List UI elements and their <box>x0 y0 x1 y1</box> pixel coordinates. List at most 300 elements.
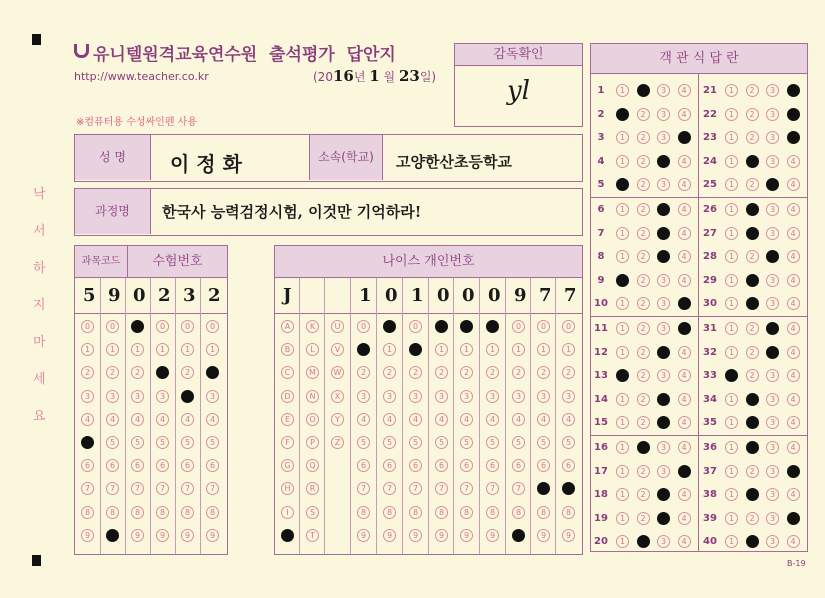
answer-bubble[interactable]: 2 <box>637 250 650 263</box>
answer-bubble[interactable]: 1 <box>725 512 738 525</box>
answer-bubble[interactable]: 1 <box>616 250 629 263</box>
answer-bubble[interactable]: 4 <box>678 155 691 168</box>
neis-digit-bubble[interactable]: 7 <box>357 482 370 495</box>
neis-digit-bubble[interactable]: 8 <box>409 506 422 519</box>
exam-number-bubble[interactable]: 5 <box>181 436 194 449</box>
answer-bubble[interactable]: 1 <box>725 535 738 548</box>
neis-digit-bubble[interactable]: 1 <box>409 343 422 356</box>
answer-bubble[interactable]: 4 <box>787 84 800 97</box>
exam-number-bubble[interactable]: 2 <box>106 366 119 379</box>
neis-digit-bubble[interactable]: 2 <box>486 366 499 379</box>
answer-bubble[interactable]: 2 <box>746 465 759 478</box>
neis-digit-bubble[interactable]: 0 <box>357 320 370 333</box>
answer-bubble[interactable]: 2 <box>746 84 759 97</box>
exam-number-bubble[interactable]: 9 <box>156 529 169 542</box>
exam-number-bubble[interactable]: 0 <box>106 320 119 333</box>
neis-digit-bubble[interactable]: 3 <box>562 390 575 403</box>
answer-bubble[interactable]: 3 <box>766 297 779 310</box>
neis-digit-bubble[interactable]: 5 <box>460 436 473 449</box>
answer-bubble[interactable]: 3 <box>766 178 779 191</box>
answer-bubble[interactable]: 2 <box>637 274 650 287</box>
answer-bubble[interactable]: 2 <box>637 131 650 144</box>
answer-bubble[interactable]: 4 <box>787 131 800 144</box>
answer-bubble[interactable]: 4 <box>787 178 800 191</box>
answer-bubble[interactable]: 2 <box>637 227 650 240</box>
neis-digit-bubble[interactable]: 4 <box>435 413 448 426</box>
neis-digit-bubble[interactable]: 4 <box>460 413 473 426</box>
answer-bubble[interactable]: 1 <box>725 393 738 406</box>
neis-digit-bubble[interactable]: 1 <box>357 343 370 356</box>
answer-bubble[interactable]: 4 <box>678 297 691 310</box>
answer-bubble[interactable]: 3 <box>766 322 779 335</box>
exam-number-bubble[interactable]: 4 <box>131 413 144 426</box>
answer-bubble[interactable]: 4 <box>787 155 800 168</box>
neis-letter-bubble[interactable]: P <box>306 436 319 449</box>
exam-number-bubble[interactable]: 6 <box>131 459 144 472</box>
neis-digit-bubble[interactable]: 4 <box>537 413 550 426</box>
answer-bubble[interactable]: 3 <box>766 346 779 359</box>
answer-bubble[interactable]: 4 <box>678 393 691 406</box>
answer-bubble[interactable]: 1 <box>725 488 738 501</box>
neis-digit-bubble[interactable]: 2 <box>460 366 473 379</box>
answer-bubble[interactable]: 1 <box>616 512 629 525</box>
answer-bubble[interactable]: 1 <box>725 441 738 454</box>
answer-bubble[interactable]: 1 <box>725 84 738 97</box>
answer-bubble[interactable]: 2 <box>746 441 759 454</box>
exam-number-bubble[interactable]: 1 <box>131 343 144 356</box>
answer-bubble[interactable]: 1 <box>725 227 738 240</box>
neis-digit-bubble[interactable]: 5 <box>512 436 525 449</box>
exam-number-bubble[interactable]: 1 <box>181 343 194 356</box>
answer-bubble[interactable]: 1 <box>616 297 629 310</box>
neis-digit-bubble[interactable]: 6 <box>435 459 448 472</box>
answer-bubble[interactable]: 1 <box>616 203 629 216</box>
neis-digit-bubble[interactable]: 8 <box>562 506 575 519</box>
answer-bubble[interactable]: 4 <box>787 250 800 263</box>
exam-number-bubble[interactable]: 7 <box>131 482 144 495</box>
answer-bubble[interactable]: 1 <box>725 465 738 478</box>
neis-digit-bubble[interactable]: 1 <box>562 343 575 356</box>
answer-bubble[interactable]: 2 <box>637 488 650 501</box>
exam-number-bubble[interactable]: 0 <box>81 320 94 333</box>
answer-bubble[interactable]: 4 <box>678 131 691 144</box>
answer-bubble[interactable]: 1 <box>725 178 738 191</box>
answer-bubble[interactable]: 3 <box>766 488 779 501</box>
answer-bubble[interactable]: 4 <box>678 322 691 335</box>
answer-bubble[interactable]: 4 <box>787 346 800 359</box>
answer-bubble[interactable]: 3 <box>657 131 670 144</box>
answer-bubble[interactable]: 2 <box>637 393 650 406</box>
answer-bubble[interactable]: 2 <box>746 488 759 501</box>
answer-bubble[interactable]: 1 <box>616 227 629 240</box>
exam-number-bubble[interactable]: 2 <box>206 366 219 379</box>
exam-number-bubble[interactable]: 9 <box>81 529 94 542</box>
answer-bubble[interactable]: 4 <box>787 227 800 240</box>
answer-bubble[interactable]: 1 <box>725 131 738 144</box>
neis-digit-bubble[interactable]: 2 <box>512 366 525 379</box>
exam-number-bubble[interactable]: 7 <box>156 482 169 495</box>
neis-digit-bubble[interactable]: 2 <box>562 366 575 379</box>
neis-letter-bubble[interactable]: R <box>306 482 319 495</box>
exam-number-bubble[interactable]: 4 <box>181 413 194 426</box>
answer-bubble[interactable]: 3 <box>657 274 670 287</box>
answer-bubble[interactable]: 1 <box>616 84 629 97</box>
exam-number-bubble[interactable]: 7 <box>81 482 94 495</box>
neis-digit-bubble[interactable]: 6 <box>460 459 473 472</box>
neis-digit-bubble[interactable]: 7 <box>562 482 575 495</box>
neis-digit-bubble[interactable]: 0 <box>562 320 575 333</box>
neis-letter-bubble[interactable]: J <box>281 529 294 542</box>
neis-digit-bubble[interactable]: 7 <box>537 482 550 495</box>
answer-bubble[interactable]: 4 <box>678 416 691 429</box>
answer-bubble[interactable]: 3 <box>657 488 670 501</box>
answer-bubble[interactable]: 3 <box>766 416 779 429</box>
answer-bubble[interactable]: 2 <box>637 178 650 191</box>
answer-bubble[interactable]: 4 <box>678 535 691 548</box>
answer-bubble[interactable]: 2 <box>746 369 759 382</box>
neis-digit-bubble[interactable]: 2 <box>383 366 396 379</box>
answer-bubble[interactable]: 3 <box>657 108 670 121</box>
exam-number-bubble[interactable]: 4 <box>156 413 169 426</box>
neis-digit-bubble[interactable]: 4 <box>486 413 499 426</box>
answer-bubble[interactable]: 1 <box>616 178 629 191</box>
answer-bubble[interactable]: 1 <box>725 346 738 359</box>
answer-bubble[interactable]: 2 <box>746 346 759 359</box>
exam-number-bubble[interactable]: 8 <box>181 506 194 519</box>
neis-digit-bubble[interactable]: 0 <box>486 320 499 333</box>
exam-number-bubble[interactable]: 2 <box>131 366 144 379</box>
neis-letter-bubble[interactable]: V <box>331 343 344 356</box>
answer-bubble[interactable]: 1 <box>725 108 738 121</box>
answer-bubble[interactable]: 3 <box>657 441 670 454</box>
neis-letter-bubble[interactable]: O <box>306 413 319 426</box>
answer-bubble[interactable]: 3 <box>766 535 779 548</box>
exam-number-bubble[interactable]: 0 <box>131 320 144 333</box>
answer-bubble[interactable]: 3 <box>766 441 779 454</box>
exam-number-bubble[interactable]: 7 <box>206 482 219 495</box>
answer-bubble[interactable]: 3 <box>766 512 779 525</box>
answer-bubble[interactable]: 1 <box>616 393 629 406</box>
neis-digit-bubble[interactable]: 7 <box>460 482 473 495</box>
answer-bubble[interactable]: 4 <box>678 512 691 525</box>
neis-digit-bubble[interactable]: 0 <box>409 320 422 333</box>
exam-number-bubble[interactable]: 1 <box>106 343 119 356</box>
neis-digit-bubble[interactable]: 9 <box>562 529 575 542</box>
answer-bubble[interactable]: 4 <box>787 512 800 525</box>
course-value[interactable]: 한국사 능력검정시험, 이것만 기억하라! <box>162 203 422 221</box>
answer-bubble[interactable]: 3 <box>657 465 670 478</box>
answer-bubble[interactable]: 4 <box>787 535 800 548</box>
answer-bubble[interactable]: 1 <box>725 274 738 287</box>
exam-number-bubble[interactable]: 9 <box>181 529 194 542</box>
neis-digit-bubble[interactable]: 6 <box>512 459 525 472</box>
neis-letter-bubble[interactable]: M <box>306 366 319 379</box>
neis-digit-bubble[interactable]: 8 <box>435 506 448 519</box>
exam-number-bubble[interactable]: 2 <box>156 366 169 379</box>
answer-bubble[interactable]: 3 <box>657 203 670 216</box>
neis-digit-bubble[interactable]: 3 <box>357 390 370 403</box>
answer-bubble[interactable]: 1 <box>616 535 629 548</box>
exam-number-bubble[interactable]: 6 <box>181 459 194 472</box>
neis-letter-bubble[interactable]: S <box>306 506 319 519</box>
exam-number-bubble[interactable]: 5 <box>81 436 94 449</box>
answer-bubble[interactable]: 4 <box>787 488 800 501</box>
exam-number-bubble[interactable]: 0 <box>181 320 194 333</box>
neis-digit-bubble[interactable]: 3 <box>409 390 422 403</box>
answer-bubble[interactable]: 4 <box>787 274 800 287</box>
answer-bubble[interactable]: 4 <box>678 108 691 121</box>
neis-letter-bubble[interactable]: F <box>281 436 294 449</box>
neis-digit-bubble[interactable]: 1 <box>512 343 525 356</box>
neis-digit-bubble[interactable]: 8 <box>537 506 550 519</box>
neis-letter-bubble[interactable]: Z <box>331 436 344 449</box>
neis-digit-bubble[interactable]: 6 <box>383 459 396 472</box>
answer-bubble[interactable]: 2 <box>637 322 650 335</box>
answer-bubble[interactable]: 2 <box>637 84 650 97</box>
answer-bubble[interactable]: 2 <box>637 512 650 525</box>
exam-number-bubble[interactable]: 5 <box>156 436 169 449</box>
neis-letter-bubble[interactable]: W <box>331 366 344 379</box>
exam-number-bubble[interactable]: 1 <box>81 343 94 356</box>
answer-bubble[interactable]: 3 <box>657 84 670 97</box>
neis-digit-bubble[interactable]: 3 <box>537 390 550 403</box>
neis-digit-bubble[interactable]: 9 <box>383 529 396 542</box>
neis-digit-bubble[interactable]: 0 <box>512 320 525 333</box>
answer-bubble[interactable]: 3 <box>657 512 670 525</box>
exam-number-bubble[interactable]: 6 <box>206 459 219 472</box>
neis-digit-bubble[interactable]: 6 <box>562 459 575 472</box>
neis-digit-bubble[interactable]: 4 <box>409 413 422 426</box>
exam-number-bubble[interactable]: 4 <box>106 413 119 426</box>
neis-digit-bubble[interactable]: 9 <box>409 529 422 542</box>
neis-digit-bubble[interactable]: 3 <box>460 390 473 403</box>
neis-digit-bubble[interactable]: 2 <box>537 366 550 379</box>
answer-bubble[interactable]: 2 <box>637 369 650 382</box>
answer-bubble[interactable]: 2 <box>746 512 759 525</box>
answer-bubble[interactable]: 1 <box>616 369 629 382</box>
neis-letter-bubble[interactable]: N <box>306 390 319 403</box>
answer-bubble[interactable]: 1 <box>616 274 629 287</box>
answer-bubble[interactable]: 4 <box>678 465 691 478</box>
answer-bubble[interactable]: 2 <box>746 322 759 335</box>
answer-bubble[interactable]: 3 <box>766 393 779 406</box>
neis-letter-bubble[interactable]: H <box>281 482 294 495</box>
neis-digit-bubble[interactable]: 5 <box>435 436 448 449</box>
neis-digit-bubble[interactable]: 8 <box>357 506 370 519</box>
answer-bubble[interactable]: 2 <box>637 535 650 548</box>
neis-letter-bubble[interactable]: Q <box>306 459 319 472</box>
neis-digit-bubble[interactable]: 1 <box>486 343 499 356</box>
answer-bubble[interactable]: 2 <box>746 178 759 191</box>
exam-number-bubble[interactable]: 0 <box>206 320 219 333</box>
answer-bubble[interactable]: 4 <box>787 297 800 310</box>
neis-digit-bubble[interactable]: 9 <box>435 529 448 542</box>
neis-digit-bubble[interactable]: 9 <box>512 529 525 542</box>
neis-letter-bubble[interactable]: D <box>281 390 294 403</box>
answer-bubble[interactable]: 2 <box>637 441 650 454</box>
answer-bubble[interactable]: 4 <box>678 346 691 359</box>
neis-digit-bubble[interactable]: 5 <box>357 436 370 449</box>
neis-digit-bubble[interactable]: 5 <box>537 436 550 449</box>
answer-bubble[interactable]: 3 <box>657 250 670 263</box>
neis-digit-bubble[interactable]: 8 <box>486 506 499 519</box>
answer-bubble[interactable]: 1 <box>725 416 738 429</box>
answer-bubble[interactable]: 2 <box>746 108 759 121</box>
answer-bubble[interactable]: 1 <box>616 465 629 478</box>
neis-digit-bubble[interactable]: 6 <box>537 459 550 472</box>
answer-bubble[interactable]: 3 <box>766 203 779 216</box>
exam-number-bubble[interactable]: 5 <box>131 436 144 449</box>
neis-digit-bubble[interactable]: 6 <box>409 459 422 472</box>
neis-digit-bubble[interactable]: 5 <box>486 436 499 449</box>
exam-number-bubble[interactable]: 3 <box>106 390 119 403</box>
school-value[interactable]: 고양한산초등학교 <box>396 153 512 171</box>
neis-digit-bubble[interactable]: 4 <box>383 413 396 426</box>
answer-bubble[interactable]: 1 <box>616 322 629 335</box>
answer-bubble[interactable]: 4 <box>787 441 800 454</box>
answer-bubble[interactable]: 4 <box>787 465 800 478</box>
answer-bubble[interactable]: 3 <box>657 155 670 168</box>
exam-number-bubble[interactable]: 3 <box>131 390 144 403</box>
neis-letter-bubble[interactable]: A <box>281 320 294 333</box>
answer-bubble[interactable]: 2 <box>746 393 759 406</box>
exam-number-bubble[interactable]: 4 <box>206 413 219 426</box>
neis-letter-bubble[interactable]: K <box>306 320 319 333</box>
answer-bubble[interactable]: 2 <box>746 535 759 548</box>
exam-number-bubble[interactable]: 6 <box>81 459 94 472</box>
neis-digit-bubble[interactable]: 6 <box>486 459 499 472</box>
answer-bubble[interactable]: 2 <box>637 297 650 310</box>
name-value[interactable]: 이 정 화 <box>170 152 242 176</box>
answer-bubble[interactable]: 4 <box>678 203 691 216</box>
neis-digit-bubble[interactable]: 4 <box>512 413 525 426</box>
answer-bubble[interactable]: 4 <box>678 488 691 501</box>
answer-bubble[interactable]: 1 <box>616 155 629 168</box>
answer-bubble[interactable]: 1 <box>725 297 738 310</box>
neis-digit-bubble[interactable]: 1 <box>383 343 396 356</box>
answer-bubble[interactable]: 3 <box>657 416 670 429</box>
answer-bubble[interactable]: 1 <box>725 250 738 263</box>
exam-number-bubble[interactable]: 6 <box>106 459 119 472</box>
neis-digit-bubble[interactable]: 1 <box>537 343 550 356</box>
neis-letter-bubble[interactable]: L <box>306 343 319 356</box>
neis-digit-bubble[interactable]: 9 <box>357 529 370 542</box>
answer-bubble[interactable]: 1 <box>725 369 738 382</box>
answer-bubble[interactable]: 2 <box>637 465 650 478</box>
neis-digit-bubble[interactable]: 7 <box>383 482 396 495</box>
answer-bubble[interactable]: 3 <box>657 535 670 548</box>
answer-bubble[interactable]: 2 <box>746 250 759 263</box>
answer-bubble[interactable]: 3 <box>766 369 779 382</box>
neis-digit-bubble[interactable]: 1 <box>435 343 448 356</box>
neis-digit-bubble[interactable]: 6 <box>357 459 370 472</box>
exam-number-bubble[interactable]: 2 <box>81 366 94 379</box>
answer-bubble[interactable]: 4 <box>678 369 691 382</box>
answer-bubble[interactable]: 4 <box>678 274 691 287</box>
neis-digit-bubble[interactable]: 7 <box>409 482 422 495</box>
neis-letter-bubble[interactable]: I <box>281 506 294 519</box>
neis-digit-bubble[interactable]: 2 <box>409 366 422 379</box>
answer-bubble[interactable]: 2 <box>637 203 650 216</box>
neis-digit-bubble[interactable]: 8 <box>383 506 396 519</box>
exam-number-bubble[interactable]: 4 <box>81 413 94 426</box>
neis-digit-bubble[interactable]: 1 <box>460 343 473 356</box>
answer-bubble[interactable]: 2 <box>746 416 759 429</box>
answer-bubble[interactable]: 1 <box>616 416 629 429</box>
answer-bubble[interactable]: 1 <box>616 131 629 144</box>
exam-number-bubble[interactable]: 8 <box>206 506 219 519</box>
exam-number-bubble[interactable]: 6 <box>156 459 169 472</box>
neis-digit-bubble[interactable]: 3 <box>435 390 448 403</box>
neis-digit-bubble[interactable]: 0 <box>383 320 396 333</box>
answer-bubble[interactable]: 2 <box>746 203 759 216</box>
answer-bubble[interactable]: 4 <box>787 369 800 382</box>
exam-number-bubble[interactable]: 0 <box>156 320 169 333</box>
neis-letter-bubble[interactable]: X <box>331 390 344 403</box>
exam-number-bubble[interactable]: 9 <box>106 529 119 542</box>
answer-bubble[interactable]: 3 <box>766 108 779 121</box>
answer-bubble[interactable]: 2 <box>637 346 650 359</box>
neis-letter-bubble[interactable]: T <box>306 529 319 542</box>
neis-digit-bubble[interactable]: 0 <box>537 320 550 333</box>
neis-digit-bubble[interactable]: 3 <box>383 390 396 403</box>
answer-bubble[interactable]: 3 <box>657 346 670 359</box>
neis-digit-bubble[interactable]: 2 <box>357 366 370 379</box>
answer-bubble[interactable]: 4 <box>787 108 800 121</box>
answer-bubble[interactable]: 4 <box>787 203 800 216</box>
neis-digit-bubble[interactable]: 8 <box>512 506 525 519</box>
neis-digit-bubble[interactable]: 7 <box>512 482 525 495</box>
answer-bubble[interactable]: 3 <box>766 465 779 478</box>
neis-letter-bubble[interactable]: B <box>281 343 294 356</box>
exam-number-bubble[interactable]: 9 <box>131 529 144 542</box>
neis-digit-bubble[interactable]: 9 <box>537 529 550 542</box>
neis-digit-bubble[interactable]: 3 <box>512 390 525 403</box>
exam-number-bubble[interactable]: 8 <box>81 506 94 519</box>
answer-bubble[interactable]: 1 <box>725 155 738 168</box>
answer-bubble[interactable]: 3 <box>657 393 670 406</box>
neis-digit-bubble[interactable]: 7 <box>435 482 448 495</box>
answer-bubble[interactable]: 4 <box>787 416 800 429</box>
answer-bubble[interactable]: 4 <box>678 227 691 240</box>
neis-digit-bubble[interactable]: 0 <box>460 320 473 333</box>
answer-bubble[interactable]: 4 <box>678 441 691 454</box>
answer-bubble[interactable]: 3 <box>766 274 779 287</box>
answer-bubble[interactable]: 1 <box>616 108 629 121</box>
answer-bubble[interactable]: 2 <box>637 416 650 429</box>
answer-bubble[interactable]: 1 <box>725 322 738 335</box>
answer-bubble[interactable]: 4 <box>678 178 691 191</box>
answer-bubble[interactable]: 3 <box>766 84 779 97</box>
answer-bubble[interactable]: 3 <box>766 131 779 144</box>
answer-bubble[interactable]: 4 <box>678 250 691 263</box>
answer-bubble[interactable]: 2 <box>637 108 650 121</box>
answer-bubble[interactable]: 1 <box>616 346 629 359</box>
answer-bubble[interactable]: 2 <box>746 155 759 168</box>
neis-letter-bubble[interactable]: Y <box>331 413 344 426</box>
answer-bubble[interactable]: 3 <box>766 227 779 240</box>
answer-bubble[interactable]: 3 <box>657 322 670 335</box>
neis-digit-bubble[interactable]: 9 <box>460 529 473 542</box>
neis-digit-bubble[interactable]: 8 <box>460 506 473 519</box>
neis-digit-bubble[interactable]: 4 <box>357 413 370 426</box>
exam-number-bubble[interactable]: 3 <box>206 390 219 403</box>
exam-number-bubble[interactable]: 1 <box>206 343 219 356</box>
answer-bubble[interactable]: 2 <box>746 131 759 144</box>
exam-number-bubble[interactable]: 8 <box>106 506 119 519</box>
answer-bubble[interactable]: 3 <box>657 227 670 240</box>
answer-bubble[interactable]: 3 <box>657 369 670 382</box>
